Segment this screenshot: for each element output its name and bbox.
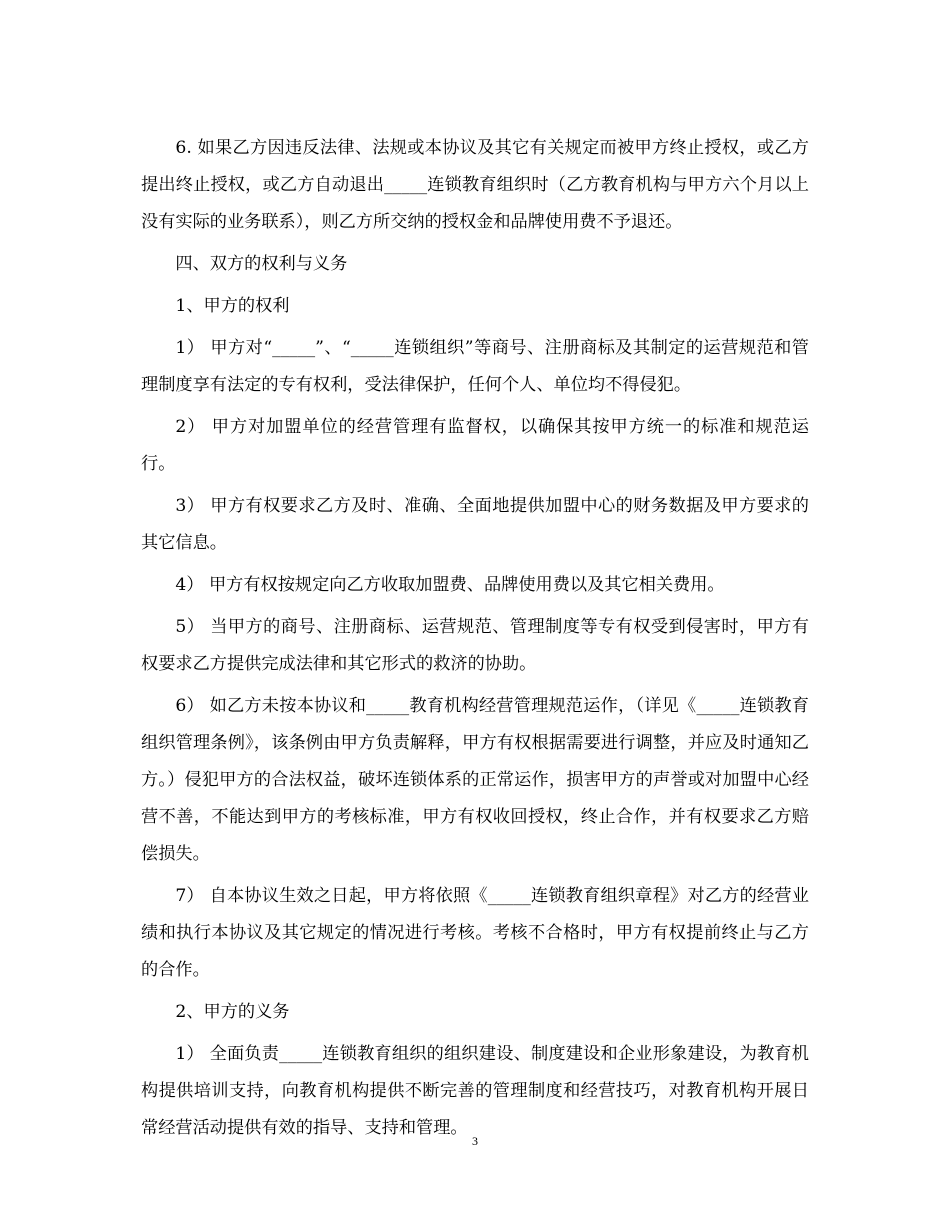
- document-body: [141, 130, 809, 1152]
- paragraph-right-3: 3） 甲方有权要求乙方及时、准确、全面地提供加盟中心的财务数据及甲方要求的其它信息。: [141, 496, 809, 553]
- paragraph-obligation-1: 1） 全面负责_____连锁教育组织的组织建设、制度建设和企业形象建设，为教育机构提供培训支持，向教育机构提供不断完善的管理制度和经营技巧，对教育机构开展日常经营活动提供有效的指导、支持和管理。: [141, 1044, 809, 1138]
- paragraph-right-1: 1） 甲方对“_____”、“_____连锁组织”等商号、注册商标及其制定的运营规范和管理制度享有法定的专有权利，受法律保护，任何个人、单位均不得侵犯。: [141, 338, 809, 395]
- paragraph-right-7: 7） 自本协议生效之日起，甲方将依照《_____连锁教育组织章程》对乙方的经营业绩和执行本协议及其它规定的情况进行考核。考核不合格时，甲方有权提前终止与乙方的合作。: [141, 886, 809, 980]
- paragraph-termination-refund: 6. 如果乙方因违反法律、法规或本协议及其它有关规定而被甲方终止授权，或乙方提出终止授权，或乙方自动退出_____连锁教育组织时（乙方教育机构与甲方六个月以上没有实际的业务联系），则乙方所交纳的授权金和品牌使用费不予退还。: [141, 138, 809, 232]
- page-number: 3: [472, 1134, 478, 1148]
- paragraph-right-2: 2） 甲方对加盟单位的经营管理有监督权，以确保其按甲方统一的标准和规范运行。: [141, 417, 809, 474]
- paragraph-right-4: 4） 甲方有权按规定向乙方收取加盟费、品牌使用费以及其它相关费用。: [175, 575, 725, 595]
- paragraph-right-6: 6） 如乙方未按本协议和_____教育机构经营管理规范运作，（详见《_____连锁教育组织管理条例》，该条例由甲方负责解释，甲方有权根据需要进行调整，并应及时通知乙方。）侵犯甲方的合法权益，破坏连锁体系的正常运作，损害甲方的声誉或对加盟中心经营不善，不能达到甲方的考核标准，甲方有权收回授权，终止合作，并有权要求乙方赔偿损失。: [141, 696, 809, 864]
- subheading-party-a-obligations: 2、甲方的义务: [175, 1002, 290, 1022]
- subheading-party-a-rights: 1、甲方的权利: [175, 296, 290, 316]
- paragraph-right-5: 5） 当甲方的商号、注册商标、运营规范、管理制度等专有权受到侵害时，甲方有权要求乙方提供完成法律和其它形式的救济的协助。: [141, 617, 809, 674]
- section-heading-rights-obligations: 四、双方的权利与义务: [175, 254, 348, 274]
